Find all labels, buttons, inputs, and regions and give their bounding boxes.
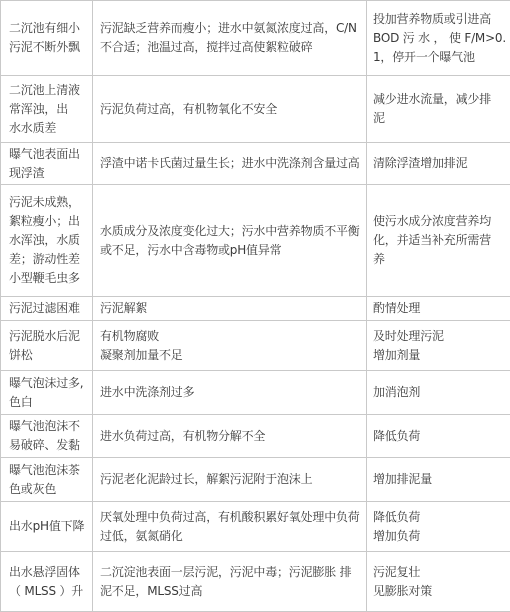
solution-text: 降低负荷 [373, 428, 421, 443]
solution-cell [367, 185, 510, 297]
problem-text: 污泥脱水后泥 饼松 [9, 328, 80, 362]
cause-text: 厌氧处理中负荷过高，有机酸积累好氧处理中负荷 过低，氨氮硝化 [100, 509, 360, 543]
table-row [1, 552, 510, 612]
cause-text: 污泥解絮 [100, 301, 148, 315]
cause-cell [93, 297, 367, 321]
solution-cell [367, 297, 510, 321]
table-row [1, 321, 510, 371]
cause-cell [93, 76, 367, 143]
table-row [1, 185, 510, 297]
problem-text: 污泥过滤困难 [9, 301, 80, 315]
problem-cell [1, 458, 93, 502]
solution-cell [367, 415, 510, 458]
table-row [1, 415, 510, 458]
solution-cell [367, 371, 510, 415]
cause-cell [93, 371, 367, 415]
problem-cell [1, 552, 93, 612]
cause-text: 二沉淀池表面一层污泥，污泥中毒；污泥膨胀 排 泥不足，MLSS过高 [100, 564, 352, 598]
solution-text: 降低负荷 增加负荷 [373, 509, 421, 543]
problem-text: 二沉池有细小 污泥不断外飘 [9, 21, 80, 54]
cause-text: 水质成分及浓度变化过大；污水中营养物质不平衡 或不足，污水中含毒物或pH值异常 [100, 223, 360, 257]
problem-cell [1, 415, 93, 458]
problem-cell [1, 321, 93, 371]
solution-cell [367, 552, 510, 612]
problem-text: 曝气池泡沫不 易破碎、发黏 [9, 419, 80, 452]
solution-text: 清除浮渣增加排泥 [373, 156, 468, 170]
cause-cell [93, 1, 367, 76]
cause-cell [93, 458, 367, 502]
problem-text: 出水pH值下降 [9, 519, 85, 533]
solution-text: 投加营养物质或引进高 BOD 污 水 ， 使 F/M>0. 1，停开一个曝气池 [373, 11, 506, 64]
cause-cell [93, 185, 367, 297]
table-row [1, 1, 510, 76]
problem-cell [1, 297, 93, 321]
cause-text: 进水中洗涤剂过多 [100, 385, 195, 399]
problem-text: 污泥未成熟， 絮粒瘦小；出 水浑浊，水质 差；游动性差 小型鞭毛虫多 [9, 195, 80, 285]
solution-text: 及时处理污泥 增加剂量 [373, 328, 444, 362]
problem-text: 出水悬浮固体 （ MLSS ）升 [9, 564, 84, 598]
solution-cell [367, 458, 510, 502]
solution-text: 加消泡剂 [373, 385, 421, 399]
solution-cell [367, 321, 510, 371]
cause-text: 进水负荷过高，有机物分解不全 [100, 428, 266, 443]
solution-cell [367, 1, 510, 76]
table-row [1, 76, 510, 143]
cause-text: 污泥缺乏营养而瘦小；进水中氨氮浓度过高，C/N 不合适；池温过高，搅拌过高使絮粒破碎 [100, 21, 357, 54]
solution-text: 污泥复壮 见膨胀对策 [373, 564, 433, 598]
cause-cell [93, 143, 367, 185]
solution-cell [367, 76, 510, 143]
solution-text: 增加排泥量 [373, 472, 433, 486]
solution-cell [367, 502, 510, 552]
cause-text: 污泥负荷过高，有机物氧化不安全 [100, 101, 278, 116]
cause-cell [93, 415, 367, 458]
problem-text: 二沉池上清液 常浑浊，出 水水质差 [9, 82, 80, 135]
solution-text: 使污水成分浓度营养均 化，并适当补充所需营 养 [373, 214, 492, 266]
problem-text: 曝气池泡沫茶 色或灰色 [9, 462, 80, 496]
cause-text: 污泥老化泥龄过长，解絮污泥附于泡沫上 [100, 472, 313, 486]
cause-cell [93, 552, 367, 612]
table-row [1, 143, 510, 185]
problem-cell [1, 502, 93, 552]
cause-text: 浮渣中诺卡氏菌过量生长；进水中洗涤剂含量过高 [100, 156, 360, 170]
problem-text: 曝气泡沫过多, 色白 [9, 375, 84, 409]
problem-text: 曝气池表面出 现浮渣 [9, 146, 80, 180]
cause-cell [93, 321, 367, 371]
problem-cell [1, 76, 93, 143]
problem-cell [1, 371, 93, 415]
solution-text: 酌情处理 [373, 301, 421, 315]
problem-cell [1, 185, 93, 297]
cause-text: 有机物腐败 凝聚剂加量不足 [100, 328, 183, 362]
table-row [1, 371, 510, 415]
table-row [1, 502, 510, 552]
problem-cell [1, 143, 93, 185]
problem-cell [1, 1, 93, 76]
table-row [1, 458, 510, 502]
solution-cell [367, 143, 510, 185]
solution-text: 减少进水流量，减少排 泥 [373, 92, 492, 125]
cause-cell [93, 502, 367, 552]
table-row [1, 297, 510, 321]
